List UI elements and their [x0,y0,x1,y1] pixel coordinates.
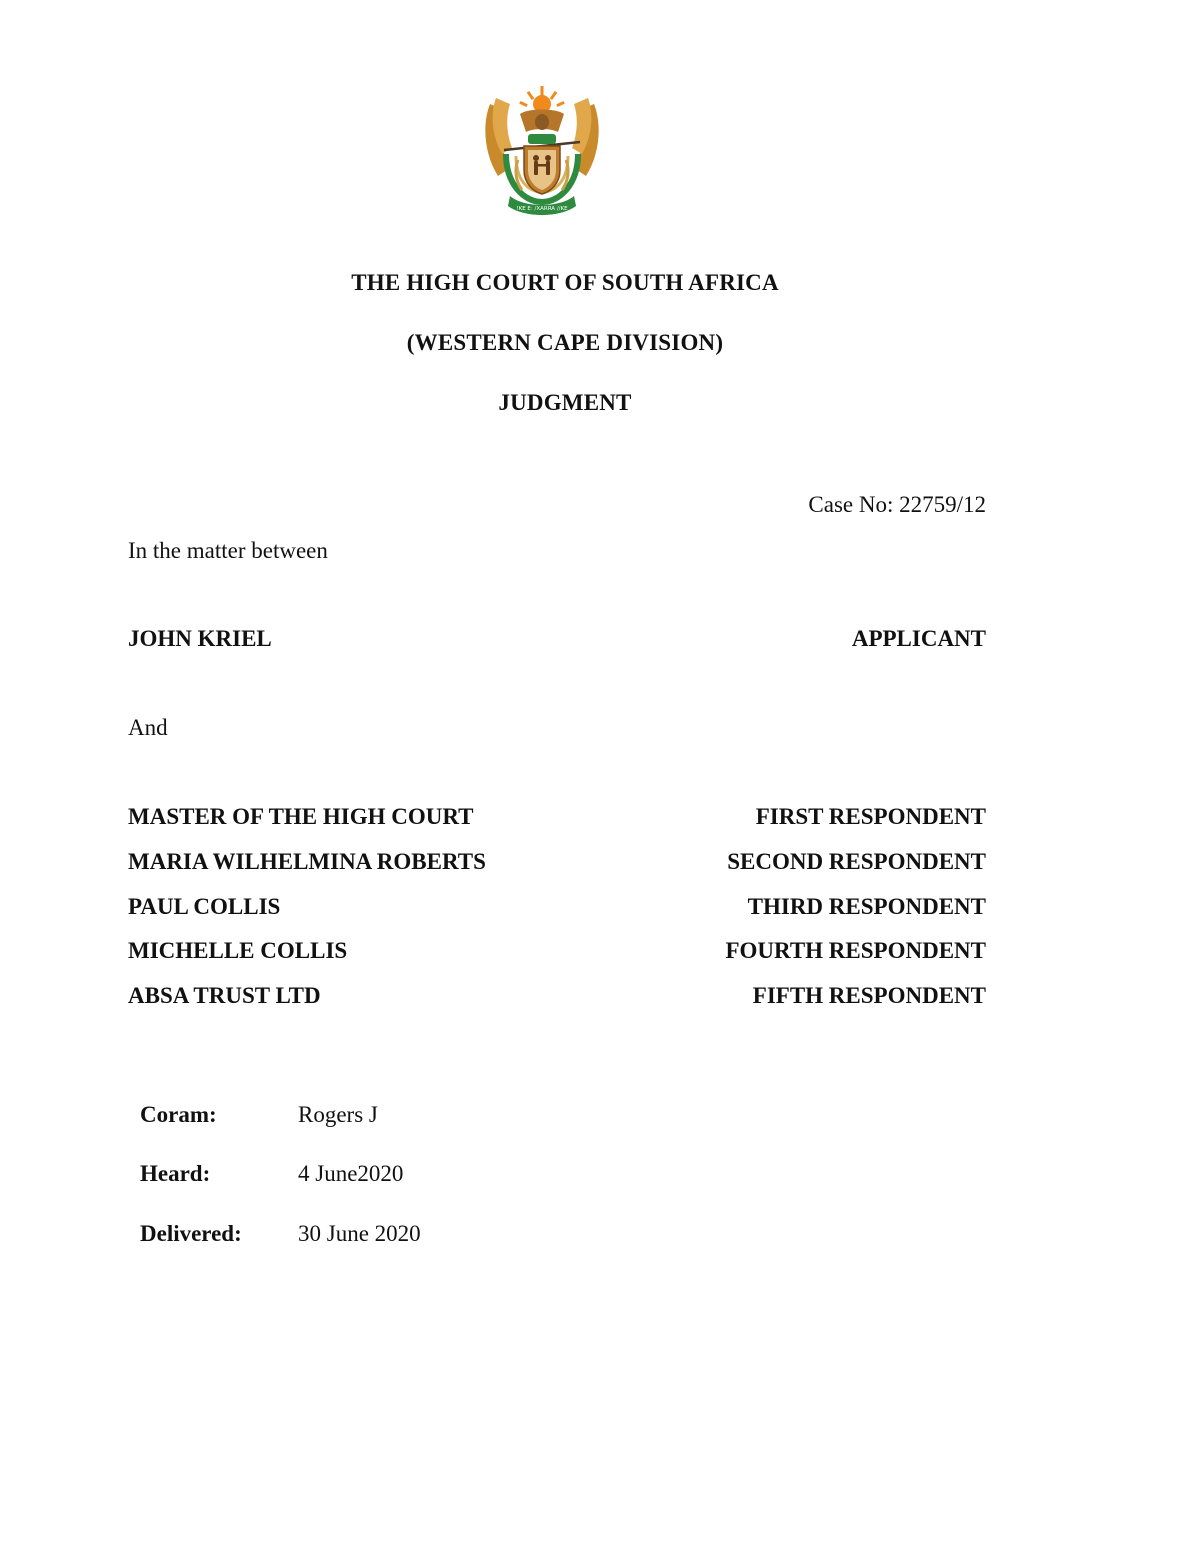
respondent-role: FIRST RESPONDENT [755,804,986,829]
meta-label: Heard: [140,1161,211,1186]
coat-of-arms-emblem [480,84,604,220]
court-title: THE HIGH COURT OF SOUTH AFRICA [351,270,779,295]
meta-value: Rogers J [298,1102,378,1127]
conjunction-text: And [128,715,168,740]
motto-text: !KE E: /XARRA //KE [516,206,568,212]
delivered-row [140,1221,421,1251]
respondent-role: SECOND RESPONDENT [727,849,986,874]
respondent-row [128,938,986,968]
respondent-row [128,849,986,879]
coram-row [140,1102,378,1132]
respondent-name: MICHELLE COLLIS [128,938,348,963]
document-type-title: JUDGMENT [498,390,632,415]
division-title: (WESTERN CAPE DIVISION) [406,330,724,355]
respondent-row [128,894,986,924]
heard-row [140,1161,403,1191]
respondent-row [128,983,986,1013]
case-number: Case No: 22759/12 [808,492,986,517]
respondent-role: FIFTH RESPONDENT [752,983,986,1008]
respondent-name: PAUL COLLIS [128,894,281,919]
applicant-name: JOHN KRIEL [128,626,272,651]
meta-label: Delivered: [140,1221,242,1246]
meta-label: Coram: [140,1102,217,1127]
respondent-row [128,804,986,834]
respondent-role: THIRD RESPONDENT [747,894,986,919]
matter-intro: In the matter between [128,538,328,563]
respondent-role: FOURTH RESPONDENT [725,938,986,963]
applicant-role: APPLICANT [851,626,986,651]
applicant-row [128,626,986,656]
respondent-name: MASTER OF THE HIGH COURT [128,804,474,829]
respondent-name: MARIA WILHELMINA ROBERTS [128,849,486,874]
meta-value: 4 June2020 [298,1161,404,1186]
respondent-name: ABSA TRUST LTD [128,983,321,1008]
meta-value: 30 June 2020 [298,1221,421,1246]
